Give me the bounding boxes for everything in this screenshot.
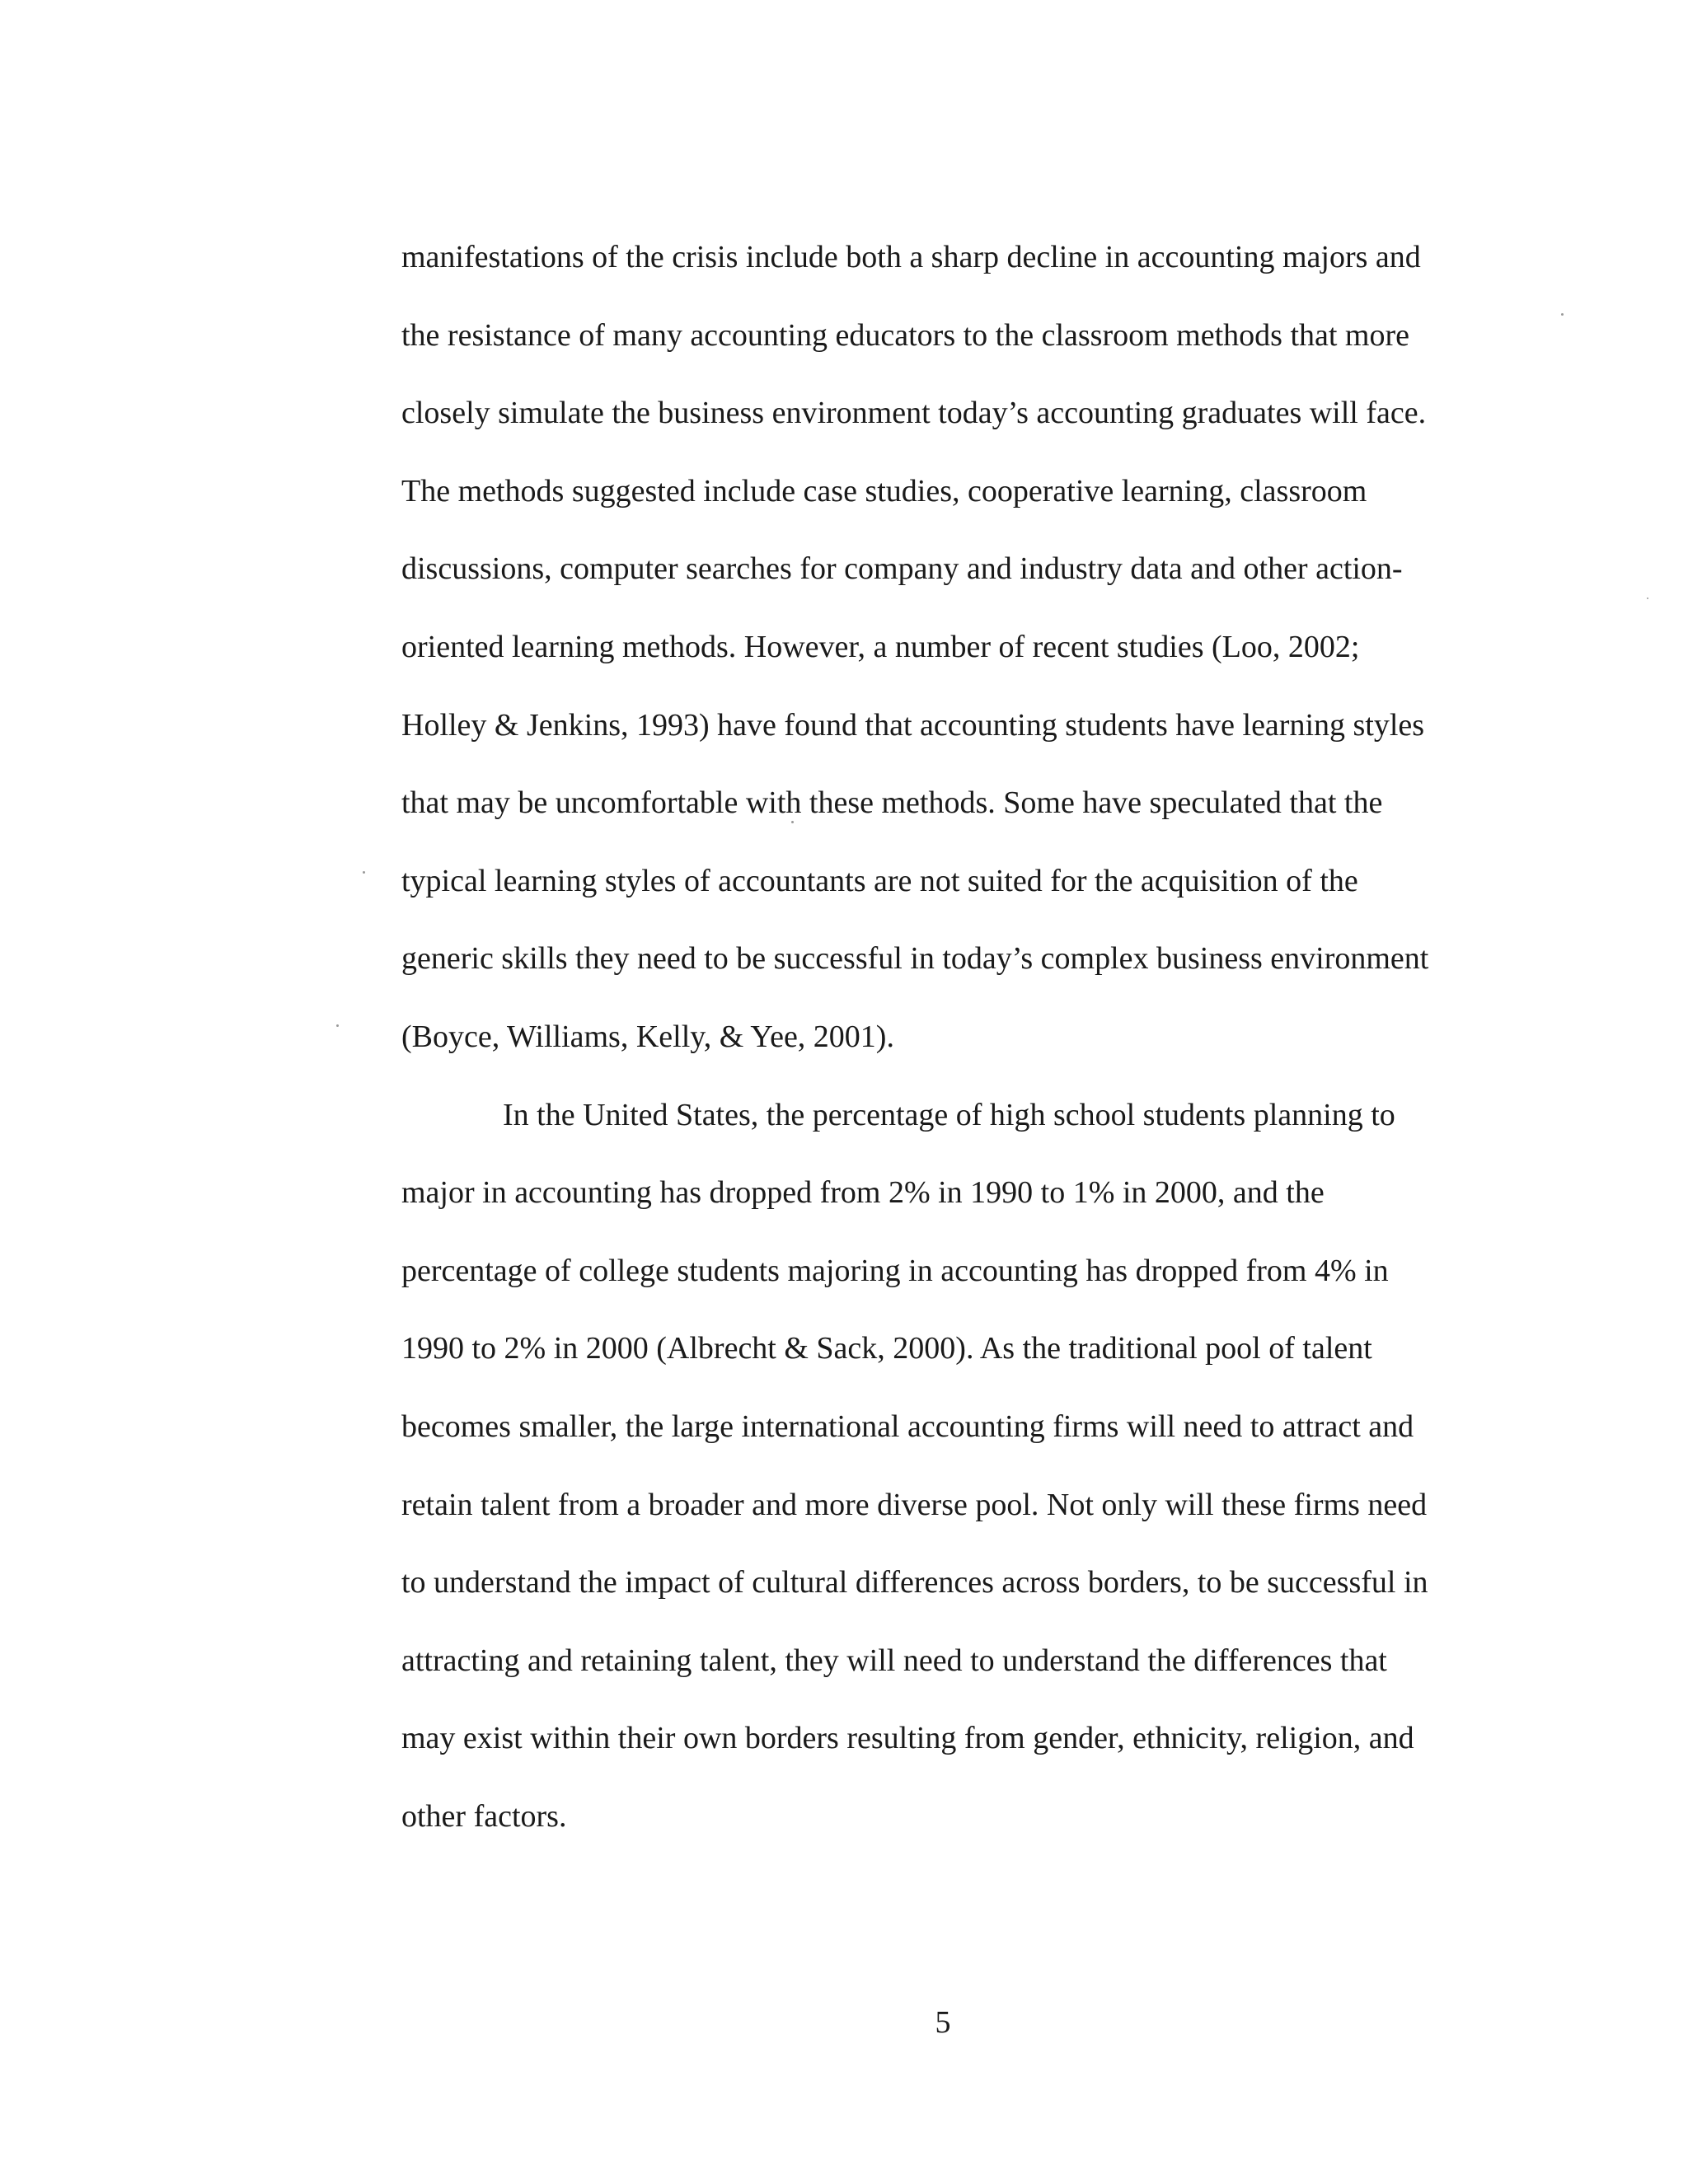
scan-speck xyxy=(791,821,794,823)
text-line: major in accounting has dropped from 2% in 1990 to 1% in 2000, and the xyxy=(401,1175,1325,1211)
scan-speck xyxy=(1647,598,1648,599)
body-text xyxy=(401,218,1481,1855)
page-number: 5 xyxy=(935,2005,951,2040)
text-line: (Boyce, Williams, Kelly, & Yee, 2001). xyxy=(401,1019,894,1054)
text-line: retain talent from a broader and more diverse pool. Not only will these firms need xyxy=(401,1487,1428,1522)
scan-speck xyxy=(1561,313,1564,316)
text-line: Holley & Jenkins, 1993) have found that accounting students have learning styles xyxy=(401,707,1425,743)
text-line: percentage of college students majoring in accounting has dropped from 4% in xyxy=(401,1253,1389,1288)
text-line: manifestations of the crisis include both a sharp decline in accounting majors and xyxy=(401,240,1421,274)
text-line: closely simulate the business environment today’s accounting graduates will face. xyxy=(401,396,1427,431)
scan-speck xyxy=(336,1024,339,1027)
text-line: attracting and retaining talent, they will need to understand the differences that xyxy=(401,1643,1387,1678)
text-line: generic skills they need to be successful in today’s complex business environment xyxy=(401,941,1429,977)
text-line: becomes smaller, the large international accounting firms will need to attract and xyxy=(401,1408,1414,1444)
text-line: the resistance of many accounting educators to the classroom methods that more xyxy=(401,317,1410,353)
text-line: to understand the impact of cultural differences across borders, to be successful in xyxy=(401,1565,1428,1601)
paragraph-first-line: In the United States, the percentage of high school students planning to xyxy=(503,1097,1395,1132)
text-line: that may be uncomfortable with these methods. Some have speculated that the xyxy=(401,785,1383,821)
text-line: 1990 to 2% in 2000 (Albrecht & Sack, 2000). As the traditional pool of talent xyxy=(401,1331,1372,1366)
scan-speck xyxy=(363,871,365,874)
text-line: other factors. xyxy=(401,1798,567,1834)
text-line: discussions, computer searches for company and industry data and other action- xyxy=(401,551,1403,587)
text-line: The methods suggested include case studies, cooperative learning, classroom xyxy=(401,473,1367,509)
text-line: may exist within their own borders resulting from gender, ethnicity, religion, and xyxy=(401,1721,1414,1756)
text-line: typical learning styles of accountants are not suited for the acquisition of the xyxy=(401,863,1358,898)
text-line: oriented learning methods. However, a number of recent studies (Loo, 2002; xyxy=(401,629,1360,664)
